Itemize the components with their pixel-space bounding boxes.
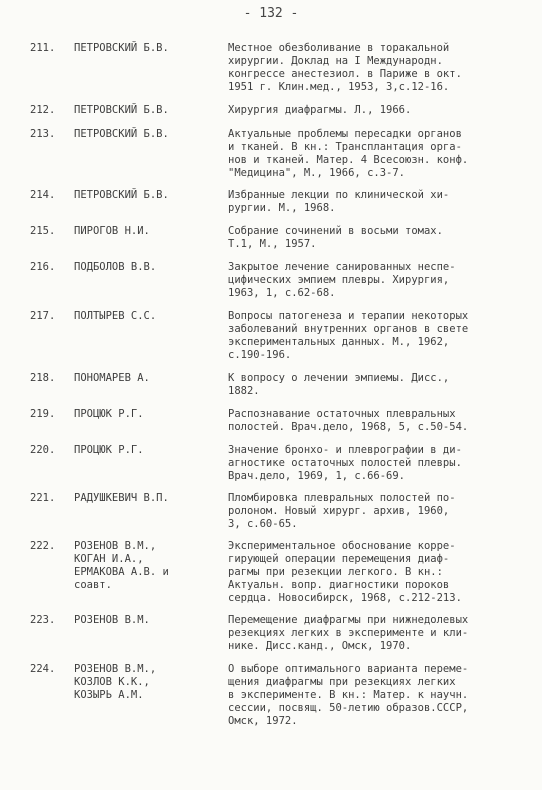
entry-number: 219. <box>30 408 56 420</box>
entry-number: 218. <box>30 372 56 384</box>
entry-description: Экспериментальное обоснование корре- гирующей операции перемещения диаф- рагмы при резекции легкого. В кн.: Актуальн. вопр. диагностики пороков сердца. Новосибирск, 1968, с.212-213. <box>228 540 462 604</box>
entry-description: Местное обезболивание в торакальной хирургии. Доклад на I Международн. конгрессе анестезиол. в Париже в окт. 1951 г. Клин.мед., 1953, 3,с.12-16. <box>228 42 462 93</box>
entry-number: 223. <box>30 614 56 626</box>
entry-description: Пломбировка плевральных полостей по- ролоном. Новый хирург. архив, 1960, 3, с.60-65. <box>228 492 456 530</box>
entry-author: РОЗЕНОВ В.М., КОГАН И.А., ЕРМАКОВА А.В. и соавт. <box>74 540 169 591</box>
entry-description: Перемещение диафрагмы при нижнедолевых резекциях легких в эксперименте и кли- нике. Дисс.канд., Омск, 1970. <box>228 614 469 652</box>
entry-number: 211. <box>30 42 56 54</box>
entry-description: Собрание сочинений в восьми томах. Т.1, М., 1957. <box>228 225 443 250</box>
entry-description: О выборе оптимального варианта переме- щения диафрагмы при резекциях легких в эксперименте. В кн.: Матер. к научн. сессии, посвящ. 50-летию образов.СССР, Омск, 1972. <box>228 663 469 727</box>
entry-number: 224. <box>30 663 56 675</box>
entry-description: Хирургия диафрагмы. Л., 1966. <box>228 104 412 116</box>
entry-number: 221. <box>30 492 56 504</box>
page-number: - 132 - <box>243 6 299 21</box>
entry-number: 213. <box>30 128 56 140</box>
entry-author: ПЕТРОВСКИЙ Б.В. <box>74 128 169 140</box>
entry-number: 216. <box>30 261 56 273</box>
entry-author: ПОНОМАРЕВ А. <box>74 372 150 384</box>
entry-author: ПОЛТЫРЕВ С.С. <box>74 310 157 322</box>
entry-author: ПИРОГОВ Н.И. <box>74 225 150 237</box>
entry-description: Значение бронхо- и плеврографии в ди- агностике остаточных полостей плевры. Врач.дело, 1969, 1, с.66-69. <box>228 444 462 482</box>
entry-author: ПРОЦЮК Р.Г. <box>74 408 144 420</box>
entry-author: РОЗЕНОВ В.М., КОЗЛОВ К.К., КОЗЫРЬ А.М. <box>74 663 157 701</box>
entry-description: Вопросы патогенеза и терапии некоторых заболеваний внутренних органов в свете экспериментальных данных. М., 1962, с.190-196. <box>228 310 469 361</box>
entry-author: ПОДБОЛОВ В.В. <box>74 261 157 273</box>
entry-number: 215. <box>30 225 56 237</box>
entry-author: РАДУШКЕВИЧ В.П. <box>74 492 169 504</box>
entry-author: ПЕТРОВСКИЙ Б.В. <box>74 189 169 201</box>
entry-number: 220. <box>30 444 56 456</box>
entry-author: ПЕТРОВСКИЙ Б.В. <box>74 42 169 54</box>
entry-description: Актуальные проблемы пересадки органов и тканей. В кн.: Трансплантация орга- нов и тканей. Матер. 4 Всесоюзн. конф. "Медицина", М., 1966, с.3-7. <box>228 128 469 179</box>
entry-number: 222. <box>30 540 56 552</box>
entry-number: 217. <box>30 310 56 322</box>
entry-description: Закрытое лечение санированных неспе- цифических эмпием плевры. Хирургия, 1963, 1, с.62-68. <box>228 261 456 299</box>
entry-number: 212. <box>30 104 56 116</box>
entry-description: К вопросу о лечении эмпиемы. Дисс., 1882. <box>228 372 450 397</box>
entry-author: ПЕТРОВСКИЙ Б.В. <box>74 104 169 116</box>
entry-author: ПРОЦЮК Р.Г. <box>74 444 144 456</box>
entry-number: 214. <box>30 189 56 201</box>
entry-description: Распознавание остаточных плевральных полостей. Врач.дело, 1968, 5, с.50-54. <box>228 408 469 433</box>
entry-description: Избранные лекции по клинической хи- рургии. М., 1968. <box>228 189 450 214</box>
entry-author: РОЗЕНОВ В.М. <box>74 614 150 626</box>
